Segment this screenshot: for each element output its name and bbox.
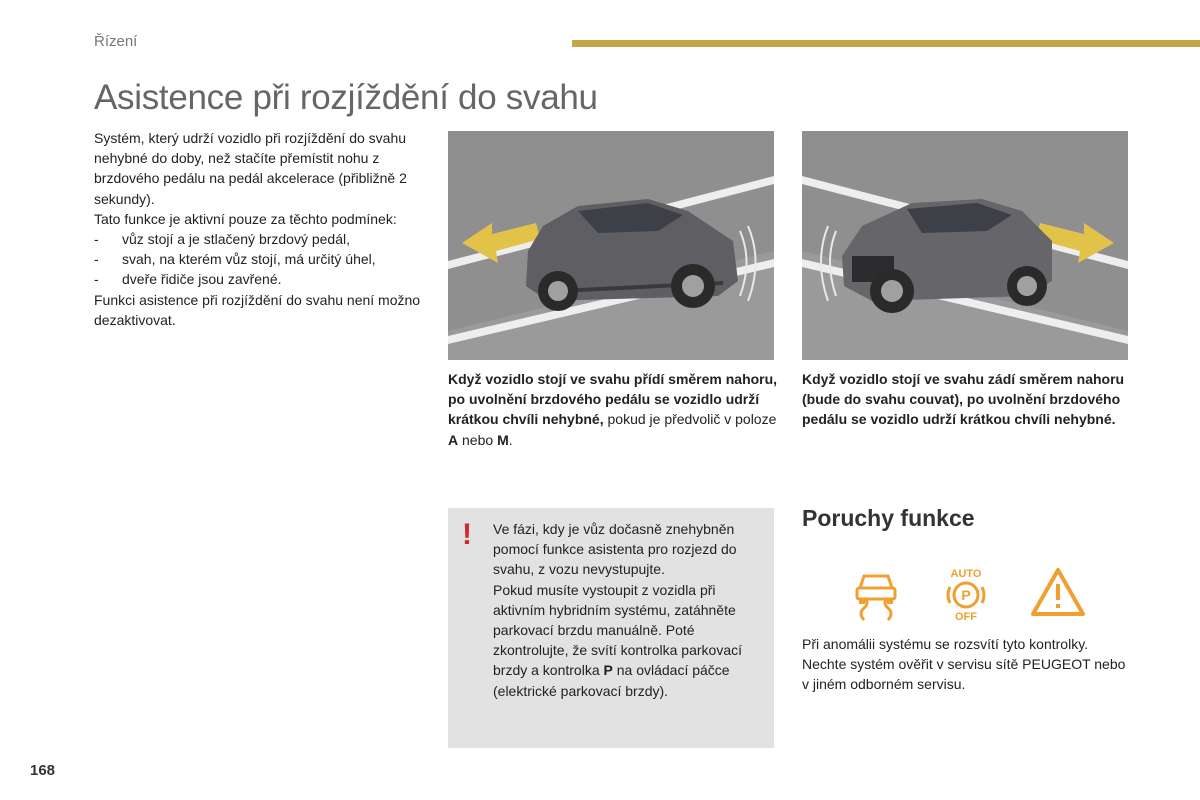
warning-paragraph-2-end: na ovládací páčce (elektrické parkovací brzdy). [493,662,730,699]
caption-uphill-front [448,369,778,450]
list-item: - svah, na kterém vůz stojí, má určitý úhel, [94,251,376,268]
intro-paragraph-1: Systém, který udrží vozidlo při rozjíždění do svahu nehybné do doby, než stačíte přemístit nohu z brzdového pedálu na pedál akcelerace (přibližně 2 sekundy). [94,130,407,207]
faults-text: Při anomálii systému se rozsvítí tyto kontrolky. Nechte systém ověřit v servisu sítě PEUGEOT nebo v jiném odborném servisu. [802,636,1126,693]
car-illustration-front-up [448,131,774,360]
caption-text: . [508,431,513,448]
list-item-text: dveře řidiče jsou zavřené. [122,271,282,288]
warning-triangle-icon [1030,566,1086,618]
figure-uphill-rear [802,131,1128,360]
faults-heading: Poruchy funkce [802,505,975,531]
intro-text [94,128,424,330]
list-item-text: vůz stojí a je stlačený brzdový pedál, [122,231,351,248]
mode-m: M [497,431,509,448]
intro-paragraph-3: Funkci asistence při rozjíždění do svahu není možno dezaktivovat. [94,291,421,328]
auto-p-off-icon [942,566,990,622]
list-item-text: svah, na kterém vůz stojí, má určitý úhel, [122,251,376,268]
off-label: OFF [955,611,977,622]
mode-a: A [448,431,459,448]
warning-lights [850,566,1100,622]
p-label: P [603,662,613,679]
header-accent-bar [572,40,1200,47]
caption-uphill-rear [802,369,1132,430]
caption-bold: Když vozidlo stojí ve svahu zádí směrem nahoru (bude do svahu couvat), po uvolnění brzdového pedálu se vozidlo udrží krátkou chvíli nehybné. [802,371,1125,428]
caption-bold: Když vozidlo stojí ve svahu přídí směrem nahoru, po uvolnění brzdového pedálu se vozidlo udrží krátkou chvíli nehybné, [448,371,778,428]
p-letter: P [961,587,971,603]
warning-paragraph-2: Pokud musíte vystoupit z vozidla při aktivním hybridním systému, zatáhněte parkovací brzdu manuálně. Poté zkontrolujte, že svítí kontrolka parkovací brzdy a kontrolka [493,581,742,679]
warning-box [448,508,774,748]
list-item: - dveře řidiče jsou zavřené. [94,271,282,288]
caption-text: nebo [458,431,498,448]
warning-paragraph-1: Ve fázi, kdy je vůz dočasně znehybněn pomocí funkce asistenta pro rozjezd do svahu, z vozu nevystupujte. [493,521,737,578]
car-illustration-rear-up [802,131,1128,360]
conditions-list [94,229,424,290]
figure-uphill-front [448,131,774,360]
auto-label: AUTO [950,568,982,580]
section-title: Řízení [94,33,138,50]
warning-text [493,519,768,701]
page-title: Asistence při rozjíždění do svahu [94,78,598,117]
caption-text: pokud je předvolič v poloze [603,411,777,428]
exclamation-icon: ! [462,518,472,551]
intro-paragraph-2: Tato funkce je aktivní pouze za těchto podmínek: [94,210,397,227]
skid-control-icon [850,566,902,622]
list-item: - vůz stojí a je stlačený brzdový pedál, [94,231,351,248]
page-number: 168 [30,762,56,779]
